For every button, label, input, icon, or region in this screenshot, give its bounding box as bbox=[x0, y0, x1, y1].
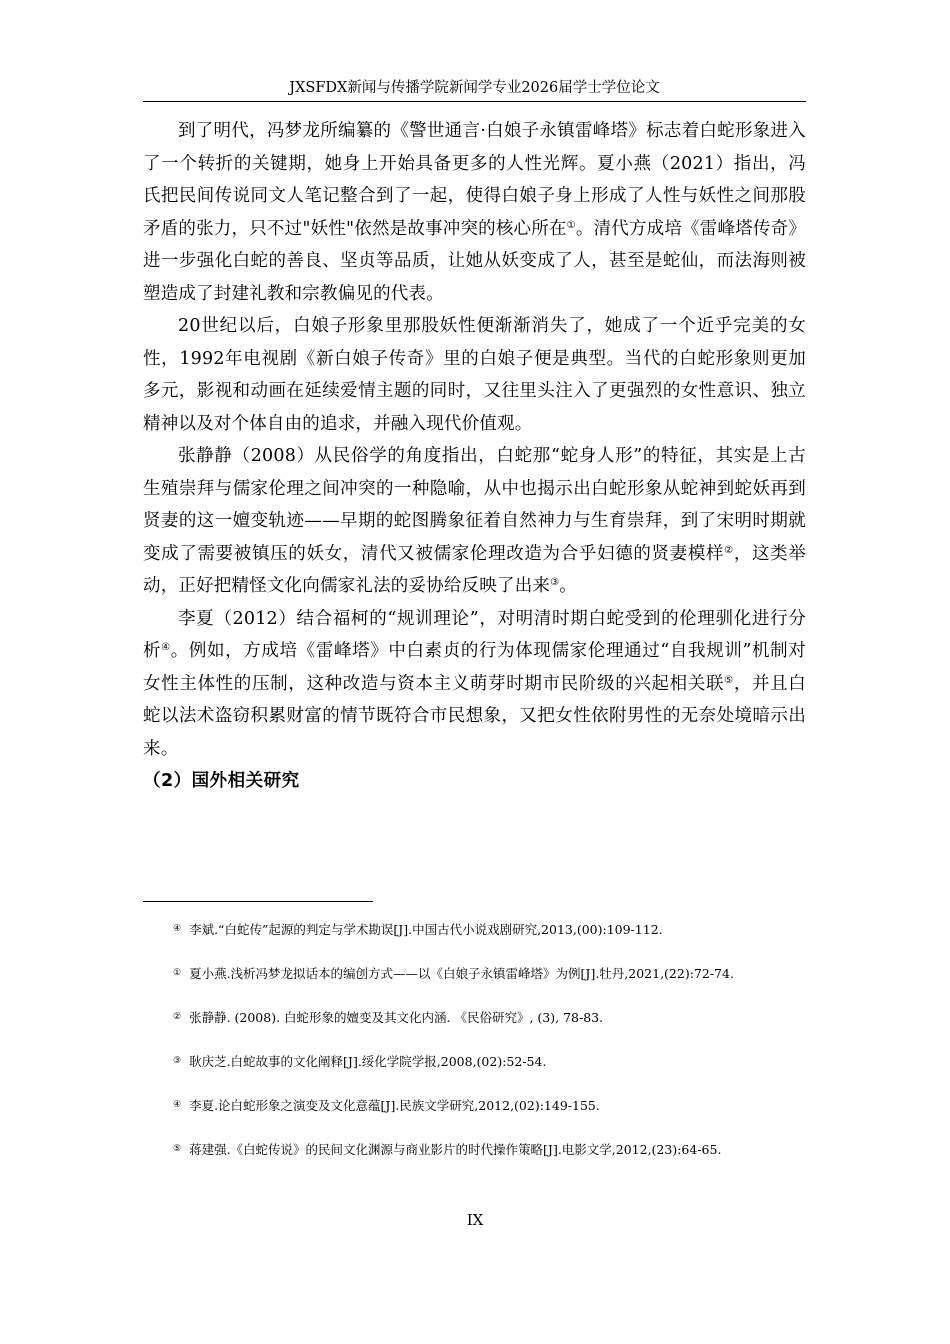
footnote-text: 李夏.论白蛇形象之演变及文化意蕴[J].民族文学研究,2012,(02):149-155. bbox=[189, 1098, 600, 1113]
paragraph-li-xia: 李夏（2012）结合福柯的“规训理论”，对明清时期白蛇受到的伦理驯化进行分析④。例如，方成培《雷峰塔》中白素贞的行为体现儒家伦理通过“自我规训”机制对女性主体性的压制，这种改造与资本主义萌芽时期市民阶级的兴起相关联⑤，并且白蛇以法术盗窃积累财富的情节既符合市民想象，又把女性依附男性的无奈处境暗示出来。 bbox=[143, 608, 807, 759]
section-heading: （2）国外相关研究 bbox=[143, 771, 300, 791]
paragraph-modern: 20世纪以后，白娘子形象里那股妖性便渐渐消失了，她成了一个近乎完美的女性，1992年电视剧《新白娘子传奇》里的白娘子便是典型。当代的白蛇形象则更加多元，影视和动画在延续爱情主题的同时，又往里头注入了更强烈的女性意识、独立精神以及对个体自由的追求，并融入现代价值观。 bbox=[143, 316, 806, 434]
header-rule bbox=[143, 101, 806, 102]
footnote-ref: ① bbox=[566, 219, 576, 231]
footnote-text: 张静静. (2008). 白蛇形象的嬗变及其文化内涵. 《民俗研究》, (3), 78-83. bbox=[189, 1010, 604, 1025]
footnote-item bbox=[143, 1005, 806, 1030]
footnote-mark: ④ bbox=[173, 1100, 182, 1110]
running-header: JXSFDX新闻与传播学院新闻学专业2026届学士学位论文 bbox=[289, 80, 660, 96]
footnote-mark: ① bbox=[173, 968, 182, 978]
footnote-ref: ③ bbox=[550, 577, 560, 588]
paragraph-zhang-jingjing: 张静静（2008）从民俗学的角度指出，白蛇那“蛇身人形”的特征，其实是上古生殖崇拜与儒家伦理之间冲突的一种隐喻，从中也揭示出白蛇形象从蛇神到蛇妖再到贤妻的这一嬗变轨迹——早期的蛇图腾象征着自然神力与生育崇拜，到了宋明时期就变成了需要被镇压的妖女，清代又被儒家伦理改造为合乎妇德的贤妻模样②，这类举动，正好把精怪文化向儒家礼法的妥协给反映了出来③。 bbox=[143, 446, 806, 596]
page-number: IX bbox=[466, 1211, 484, 1229]
footnote-mark: ④ bbox=[173, 924, 182, 934]
body-text bbox=[143, 115, 806, 797]
footnote-ref: ② bbox=[724, 544, 734, 556]
paragraph-ming-qing: 到了明代，冯梦龙所编纂的《警世通言·白娘子永镇雷峰塔》标志着白蛇形象进入了一个转折的关键期，她身上开始具备更多的人性光辉。夏小燕（2021）指出，冯氏把民间传说同文人笔记整合到了一起，使得白娘子身上形成了人性与妖性之间那股矛盾的张力，只不过"妖性"依然是故事冲突的核心所在①。清代方成培《雷峰塔传奇》进一步强化白蛇的善良、坚贞等品质，让她从妖变成了人，甚至是蛇仙，而法海则被塑造成了封建礼教和宗教偏见的代表。 bbox=[143, 121, 806, 304]
footnote-item bbox=[143, 1093, 806, 1118]
footnote-text: 蒋建强.《白蛇传说》的民间文化渊源与商业影片的时代操作策略[J].电影文学,2012,(23):64-65. bbox=[189, 1142, 722, 1157]
footnote-ref: ⑤ bbox=[724, 674, 734, 686]
footnote-ref: ④ bbox=[161, 642, 171, 653]
footnote-mark: ③ bbox=[173, 1056, 182, 1066]
footnote-item bbox=[143, 917, 806, 942]
footnote-item bbox=[143, 1137, 806, 1162]
footnote-text: 耿庆芝.白蛇故事的文化阐释[J].绥化学院学报,2008,(02):52-54. bbox=[189, 1054, 547, 1069]
footnote-text: 夏小燕.浅析冯梦龙拟话本的编创方式——以《白娘子永镇雷峰塔》为例[J].牡丹,2021,(22):72-74. bbox=[189, 966, 734, 981]
footnote-text: 李斌.“白蛇传”起源的判定与学术勘误[J].中国古代小说戏剧研究,2013,(00):109-112. bbox=[189, 922, 663, 937]
footnote-item bbox=[143, 961, 806, 986]
footnotes bbox=[143, 917, 806, 1181]
footnote-item bbox=[143, 1049, 806, 1074]
footnote-mark: ② bbox=[173, 1012, 182, 1022]
footnote-mark: ⑤ bbox=[173, 1144, 182, 1154]
footnote-rule bbox=[143, 901, 373, 902]
